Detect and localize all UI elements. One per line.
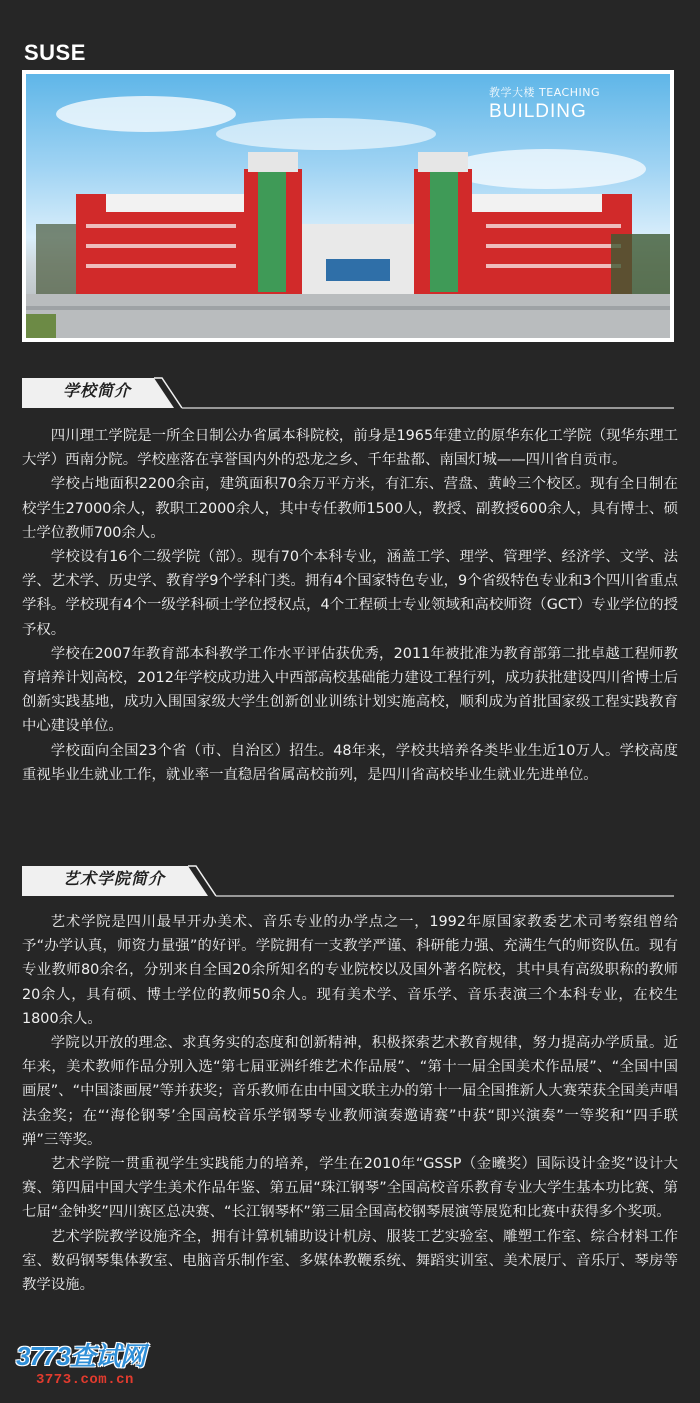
paragraph: 艺术学院是四川最早开办美术、音乐专业的办学点之一，1992年原国家教委艺术司考察组曾给予“办学认真，师资力量强”的好评。学院拥有一支教学严谨、科研能力强、充满生气的师资队伍。现有专业教师80余名，分别来自全国20余所知名的专业院校以及国外著名院校，其中具有高级职称的教师20余人，具有硕、博士学位的教师50余人。现有美术学、音乐学、音乐表演三个本科专业，在校生1800余人。 [22,914,678,1027]
paragraph: 艺术学院一贯重视学生实践能力的培养，学生在2010年“GSSP（金曦奖）国际设计金奖”设计大赛、第四届中国大学生美术作品年鉴、第五届“珠江钢琴”全国高校音乐教育专业大学生基本功比赛、第七届“金钟奖”四川赛区总决赛、“长江钢琴杯”第三届全国高校钢琴展演等展览和比赛中获得多个奖项。 [22,1156,678,1221]
paragraph: 学校面向全国23个省（市、自治区）招生。48年来，学校共培养各类毕业生近10万人。学校高度重视毕业生就业工作，就业率一直稳居省属高校前列，是四川省高校毕业生就业先进单位。 [22,742,678,783]
paragraph: 艺术学院教学设施齐全，拥有计算机辅助设计机房、服装工艺实验室、雕塑工作室、综合材料工作室、数码钢琴集体教室、电脑音乐制作室、多媒体教鞭系统、舞蹈实训室、美术展厅、音乐厅、琴房等教学设施。 [22,1228,678,1294]
teaching-building-photo [26,74,670,338]
teaching-building-photo-frame [22,70,674,342]
watermark-url: 3773.com.cn [36,1372,134,1388]
paragraph: 学院以开放的理念、求真务实的态度和创新精神，积极探索艺术教育规律，努力提高办学质量。近年来，美术教师作品分别入选“第七届亚洲纤维艺术作品展”、“第十一届全国美术作品展”、“全国中国画展”、“中国漆画展”等并获奖；音乐教师在由中国文联主办的第十一届全国推新人大赛荣获全国美声唱法金奖；在“‘海伦钢琴’全国高校音乐学钢琴专业教师演奏邀请赛”中获“即兴演奏”一等奖和“四手联弹”三等奖。 [22,1035,678,1148]
section-header-school-intro [22,376,674,408]
school-intro-text [22,424,678,787]
paragraph: 学校占地面积2200余亩，建筑面积70余万平方米，有汇东、营盘、黄岭三个校区。现有全日制在校学生27000余人，教职工2000余人，其中专任教师1500人，教授、副教授600余人，具有博士、硕士学位教师700余人。 [22,476,678,541]
paragraph: 学校在2007年教育部本科教学工作水平评估获优秀，2011年被批准为教育部第二批卓越工程师教育培养计划高校，2012年学校成功进入中西部高校基础能力建设工程行列，成功获批建设四川省博士后创新实践基地，成功入围国家级大学生创新创业训练计划实施高校，顺利成为首批国家级工程实践教育中心建设单位。 [22,645,678,735]
section-header-art-college-intro [22,864,674,896]
art-college-intro-text [22,910,678,1297]
school-logo: SUSE [24,40,86,65]
photo-caption [489,84,600,123]
paragraph: 四川理工学院是一所全日制公办省属本科院校，前身是1965年建立的原华东化工学院（现华东理工大学）西南分院。学校座落在享誉国内外的恐龙之乡、千年盐都、南国灯城——四川省自贡市。 [22,428,678,469]
photo-caption-small: 教学大楼 TEACHING [489,86,600,99]
site-watermark [10,1336,180,1396]
section-title-school-intro: 学校简介 [62,381,131,400]
paragraph: 学校设有16个二级学院（部）。现有70个本科专业，涵盖工学、理学、管理学、经济学、文学、法学、艺术学、历史学、教育学9个学科门类。拥有4个国家特色专业，9个省级特色专业和3个四川省重点学科。学校现有4个一级学科硕士学位授权点，4个工程硕士专业领域和高校师资（GCT）专业学位的授予权。 [22,549,678,638]
watermark-logo-text: 3773查试网 [16,1341,145,1371]
photo-caption-big: BUILDING [489,101,587,122]
section-title-art-college-intro: 艺术学院简介 [62,869,165,888]
